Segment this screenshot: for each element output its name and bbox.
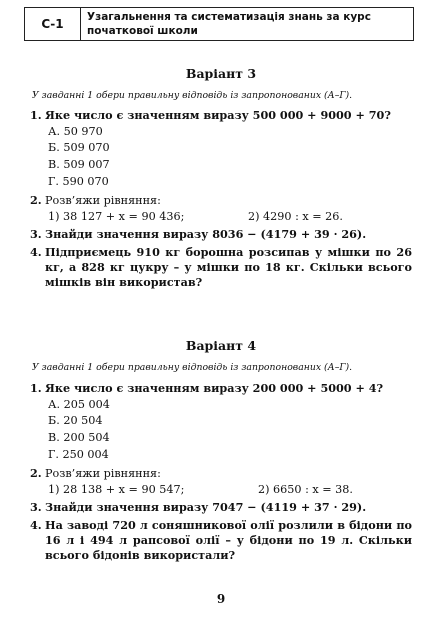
v3-task-2 [30,193,161,208]
task-number: 3. [30,227,42,241]
v3-option-a: А. 50 970 [48,125,103,138]
task-text: Підприємець 910 кг борошна розсипав у мішки по 26 кг, а 828 кг цукру – у мішки по 18 кг. Скільки всього мішків він використав? [45,245,412,289]
task-text: Знайди значення виразу 8036 − (4179 + 39 · 26). [45,227,367,241]
task-number: 1. [30,108,42,122]
v4-option-c: В. 200 504 [48,431,110,444]
section-title: Узагальнення та систематизація знань за курс початкової школи [87,11,371,37]
v4-task-2 [30,466,161,481]
task-text: Яке число є значенням виразу 200 000 + 5000 + 4? [45,381,384,395]
task-number: 4. [30,245,42,259]
v4-option-d: Г. 250 004 [48,448,109,461]
v4-option-b: Б. 20 504 [48,414,103,427]
v3-task-3 [30,227,366,242]
v3-task-4 [30,245,412,290]
v3-option-d: Г. 590 070 [48,175,109,188]
variant-4-instruction: У завданні 1 обери правильну відповідь із запропонованих (А–Г). [32,362,353,373]
v4-task-3 [30,500,366,515]
section-header [24,7,414,41]
task-text: На заводі 720 л соняшникової олії розлили в бідони по 16 л і 494 л рапсової олії – у бідони по 19 л. Скільки всього бідонів використали? [45,518,412,562]
v3-equation-2: 2) 4290 : x = 26. [248,210,343,223]
task-text: Яке число є значенням виразу 500 000 + 9000 + 70? [45,108,391,122]
v4-equation-1: 1) 28 138 + x = 90 547; [48,483,185,496]
variant-3-instruction: У завданні 1 обери правильну відповідь із запропонованих (А–Г). [32,90,353,101]
task-text: Знайди значення виразу 7047 − (4119 + 37 · 29). [45,500,367,514]
v3-task-1 [30,108,391,123]
task-number: 2. [30,193,42,207]
v4-equation-2: 2) 6650 : x = 38. [258,483,353,496]
task-number: 3. [30,500,42,514]
task-number: 1. [30,381,42,395]
v4-task-1 [30,381,383,396]
variant-3-title: Варіант 3 [185,66,257,81]
v3-option-c: В. 509 007 [48,158,110,171]
task-text: Розв’яжи рівняння: [45,467,161,480]
v4-option-a: А. 205 004 [48,398,110,411]
page-number: 9 [216,592,226,606]
variant-4-title: Варіант 4 [185,338,257,353]
v4-task-4 [30,518,412,563]
task-text: Розв’яжи рівняння: [45,194,161,207]
section-code: С-1 [25,8,81,40]
v3-option-b: Б. 509 070 [48,141,110,154]
task-number: 4. [30,518,42,532]
task-number: 2. [30,466,42,480]
v3-equation-1: 1) 38 127 + x = 90 436; [48,210,185,223]
